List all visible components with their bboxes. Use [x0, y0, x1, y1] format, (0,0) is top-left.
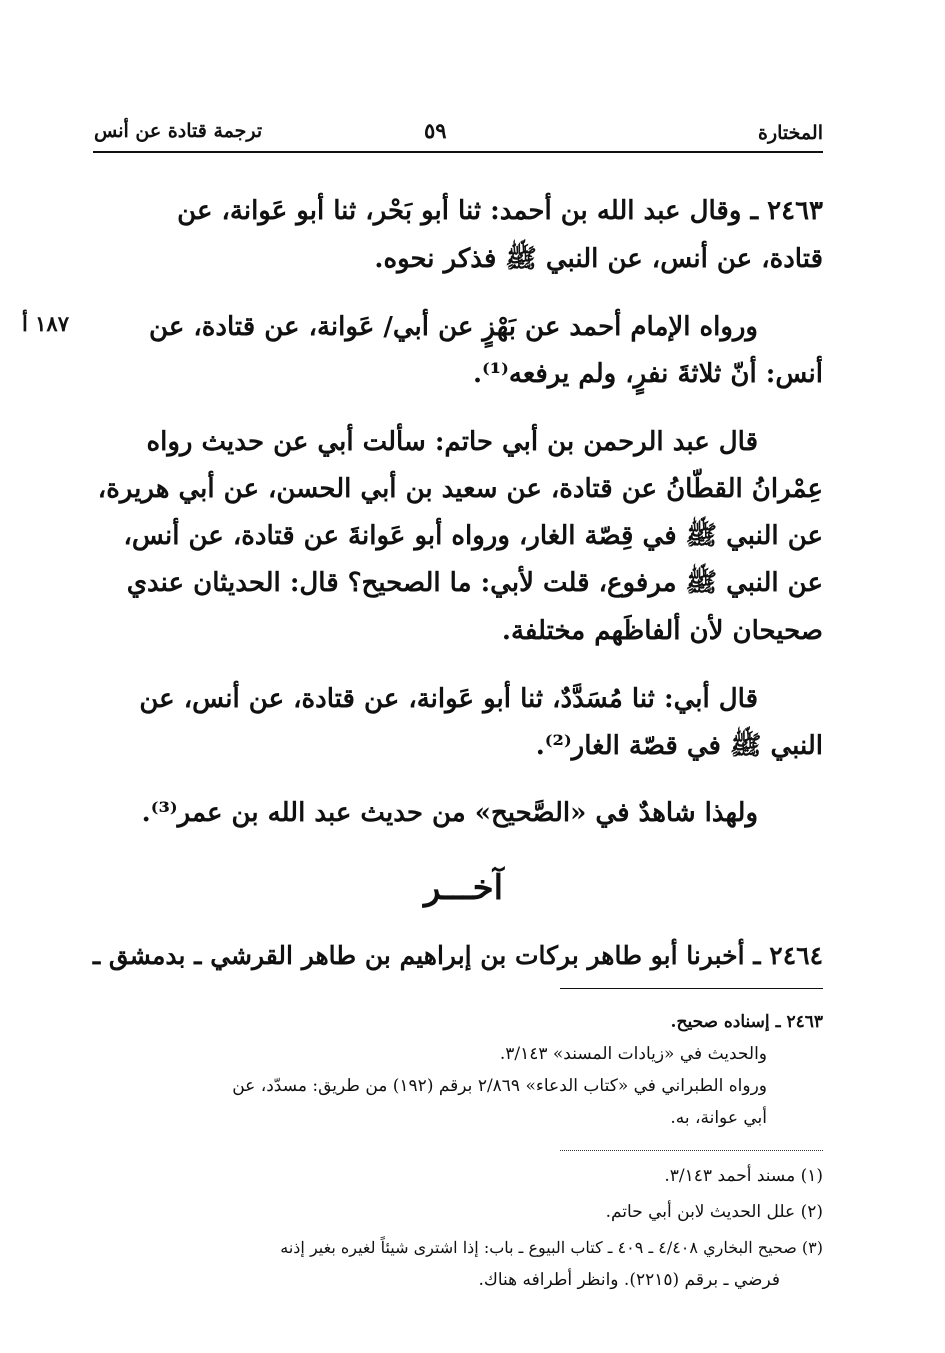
paragraph-musaddad-line-2: النبي ﷺ في قصّة الغار⁽²⁾. [535, 731, 823, 761]
footnote-3-line-2: فرضي ـ برقم (٢٢١٥). وانظر أطرافه هناك. [478, 1270, 780, 1290]
header-book-title: المختارة [758, 122, 823, 144]
paragraph-2463-line-2: قتادة، عن أنس، عن النبي ﷺ فذكر نحوه. [374, 244, 823, 274]
paragraph-musaddad-line-1: قال أبي: ثنا مُسَدَّدٌ، ثنا أبو عَوانة، عن قتادة، عن أنس، عن [139, 684, 758, 714]
footnotes-separator [560, 1150, 823, 1151]
paragraph-shahid: ولهذا شاهدٌ في «الصَّحيح» من حديث عبد الله بن عمر⁽³⁾. [141, 798, 758, 828]
paragraph-abu-hatim-line-3: عن النبي ﷺ في قِصّة الغار، ورواه أبو عَوانةَ عن قتادة، عن أنس، [123, 521, 823, 551]
footnote-2: (٢) علل الحديث لابن أبي حاتم. [605, 1202, 823, 1222]
note-2463-line-2: والحديث في «زيادات المسند» ٣/١٤٣. [499, 1044, 767, 1064]
note-2463-line-1: ٢٤٦٣ ـ إسناده صحيح. [670, 1012, 823, 1032]
paragraph-abu-hatim-line-1: قال عبد الرحمن بن أبي حاتم: سألت أبي عن حديث رواه [146, 427, 758, 457]
paragraph-2463-line-1: ٢٤٦٣ ـ وقال عبد الله بن أحمد: ثنا أبو بَحْر، ثنا أبو عَوانة، عن [177, 196, 823, 226]
entry-2464: ٢٤٦٤ ـ أخبرنا أبو طاهر بركات بن إبراهيم بن طاهر القرشي ـ بدمشق ـ [92, 941, 823, 970]
header-rule [93, 151, 823, 153]
footnote-1: (١) مسند أحمد ٣/١٤٣. [664, 1166, 823, 1186]
page-number: ٥٩ [424, 118, 447, 143]
notes-separator [560, 988, 823, 989]
margin-folio-note: ١٨٧ أ [22, 311, 69, 336]
paragraph-abu-hatim-line-2: عِمْرانُ القطّانُ عن قتادة، عن سعيد بن أبي الحسن، عن أبي هريرة، [97, 474, 823, 504]
note-2463-line-3: ورواه الطبراني في «كتاب الدعاء» ٢/٨٦٩ برقم (١٩٢) من طريق: مسدّد، عن [232, 1076, 767, 1096]
paragraph-ahmad-line-1: ورواه الإمام أحمد عن بَهْزٍ عن أبي/ عَوانة، عن قتادة، عن [149, 312, 758, 342]
paragraph-ahmad-line-2: أنس: أنّ ثلاثةَ نفرٍ، ولم يرفعه⁽¹⁾. [472, 359, 823, 389]
paragraph-abu-hatim-line-4: عن النبي ﷺ مرفوع، قلت لأبي: ما الصحيح؟ قال: الحديثان عندي [126, 568, 823, 598]
paragraph-abu-hatim-line-5: صحيحان لأن ألفاظَهم مختلفة. [501, 616, 823, 646]
note-2463-line-4: أبي عوانة، به. [670, 1108, 767, 1128]
section-title: آخـــر [424, 868, 504, 908]
footnote-3-line-1: (٣) صحيح البخاري ٤/٤٠٨ ـ ٤٠٩ ـ كتاب البيوع ـ باب: إذا اشترى شيئاً لغيره بغير إذنه [280, 1238, 823, 1257]
header-chapter-title: ترجمة قتادة عن أنس [94, 120, 263, 142]
